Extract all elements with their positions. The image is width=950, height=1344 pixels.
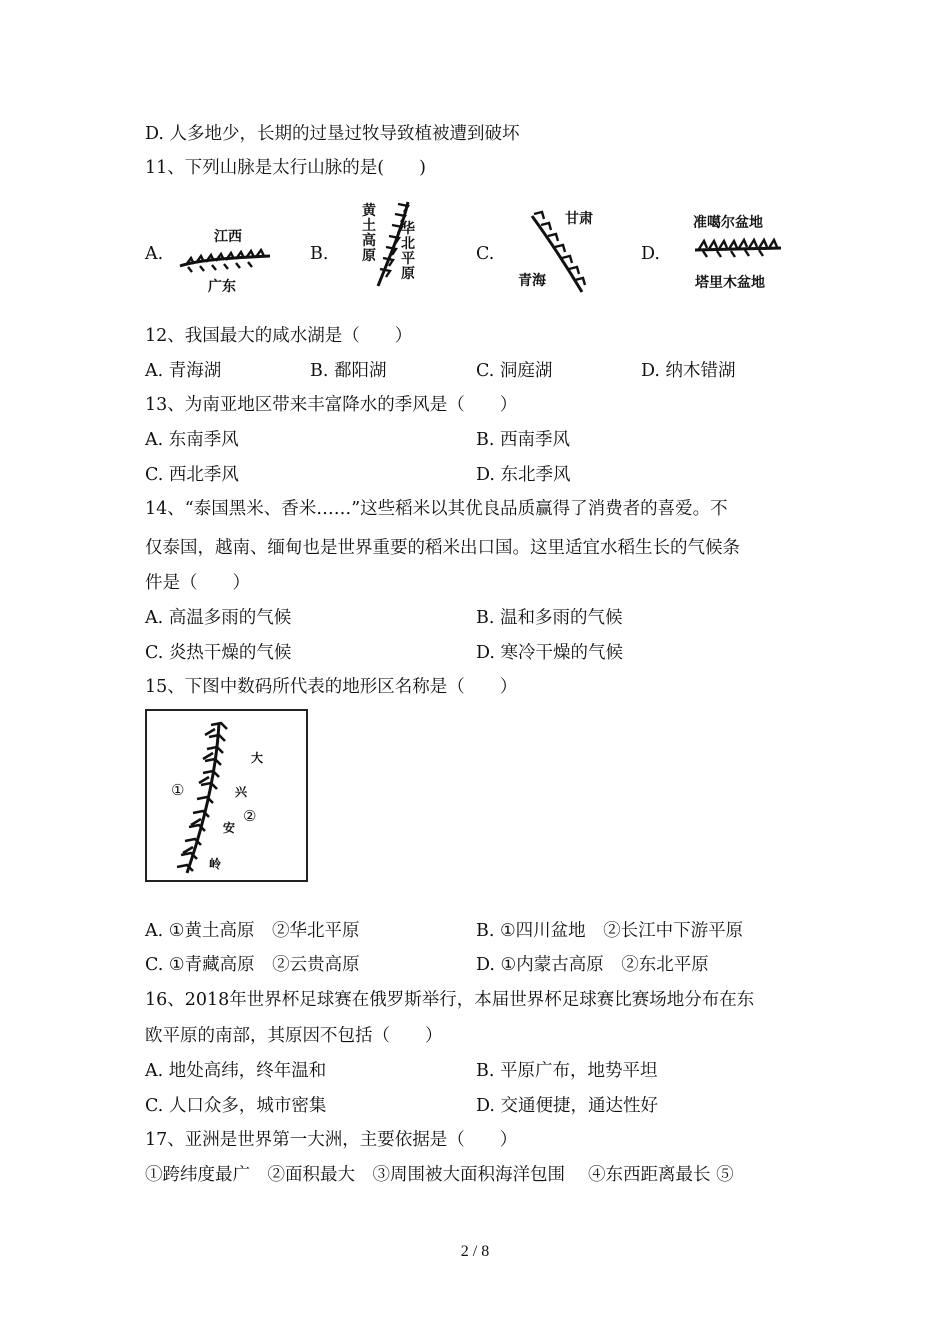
q13-option-d: D. 东北季风 [476,465,571,485]
q16-option-a: A. 地处高纬，终年温和 [145,1061,327,1081]
q12-option-c: C. 洞庭湖 [476,361,553,381]
q13-option-b: B. 西南季风 [476,430,570,450]
q15-map [145,709,308,882]
q16-stem-line-2: 欧平原的南部，其原因不包括（ ） [145,1026,443,1046]
map-b-left-label: 黄土高原 [362,203,376,264]
q11-label-b: B. [310,244,329,264]
map-d-mountain-icon [693,236,783,262]
q15-range-char-1: 大 [251,751,264,765]
q11-stem: 11、下列山脉是太行山脉的是( ) [145,158,426,178]
map-b-right-label: 华北平原 [401,221,415,282]
map-a-top-label: 江西 [214,229,242,245]
q14-option-d: D. 寒冷干燥的气候 [476,643,624,663]
q16-option-c: C. 人口众多，城市密集 [145,1096,327,1116]
q13-stem: 13、为南亚地区带来丰富降水的季风是（ ） [145,395,518,415]
q15-stem: 15、下图中数码所代表的地形区名称是（ ） [145,677,518,697]
q12-option-d: D. 纳木错湖 [641,361,736,381]
q12-option-b: B. 鄱阳湖 [310,361,387,381]
q15-range-char-4: 岭 [209,857,222,871]
q16-option-d: D. 交通便捷，通达性好 [476,1096,659,1116]
map-a-mountain-icon [178,248,274,274]
q14-stem-line-1: 14、“泰国黑米、香米……”这些稻米以其优良品质赢得了消费者的喜爱。不 [145,499,728,519]
q15-mark-2: ② [243,807,257,825]
q11-label-a: A. [145,244,164,264]
q16-stem-line-1: 16、2018年世界杯足球赛在俄罗斯举行，本届世界杯足球赛比赛场地分布在东 [145,990,755,1010]
q15-option-a: A. ①黄土高原 ②华北平原 [145,921,360,941]
map-d-top-label: 准噶尔盆地 [693,215,763,231]
map-d-bottom-label: 塔里木盆地 [695,275,765,291]
q17-items: ①跨纬度最广 ②面积最大 ③周围被大面积海洋包围 ④东西距离最长 ⑤ [145,1165,734,1185]
q14-stem-line-2: 仅泰国，越南、缅甸也是世界重要的稻米出口国。这里适宜水稻生长的气候条 [145,538,740,558]
q14-option-c: C. 炎热干燥的气候 [145,643,292,663]
q14-option-b: B. 温和多雨的气候 [476,608,623,628]
q10-option-d: D. 人多地少，长期的过垦过牧导致植被遭到破坏 [145,124,520,144]
q14-stem-line-3: 件是（ ） [145,573,250,593]
q12-option-a: A. 青海湖 [145,361,222,381]
q16-option-b: B. 平原广布，地势平坦 [476,1061,658,1081]
q12-stem: 12、我国最大的咸水湖是（ ） [145,326,413,346]
map-a-bottom-label: 广东 [208,279,236,295]
q15-option-d: D. ①内蒙古高原 ②东北平原 [476,955,709,975]
q13-option-c: C. 西北季风 [145,465,239,485]
q15-range-char-3: 安 [223,821,236,835]
q15-mountain-icon [171,719,231,879]
q14-option-a: A. 高温多雨的气候 [145,608,292,628]
q15-option-b: B. ①四川盆地 ②长江中下游平原 [476,921,744,941]
q13-option-a: A. 东南季风 [145,430,239,450]
q15-mark-1: ① [171,781,185,799]
page-number: 2 / 8 [460,1243,490,1260]
q15-option-c: C. ①青藏高原 ②云贵高原 [145,955,360,975]
q11-label-d: D. [641,244,660,264]
q17-stem: 17、亚洲是世界第一大洲，主要依据是（ ） [145,1130,518,1150]
map-c-top-label: 甘肃 [565,211,593,227]
map-c-bottom-label: 青海 [518,273,546,289]
q11-label-c: C. [476,244,495,264]
q15-range-char-2: 兴 [235,785,248,799]
